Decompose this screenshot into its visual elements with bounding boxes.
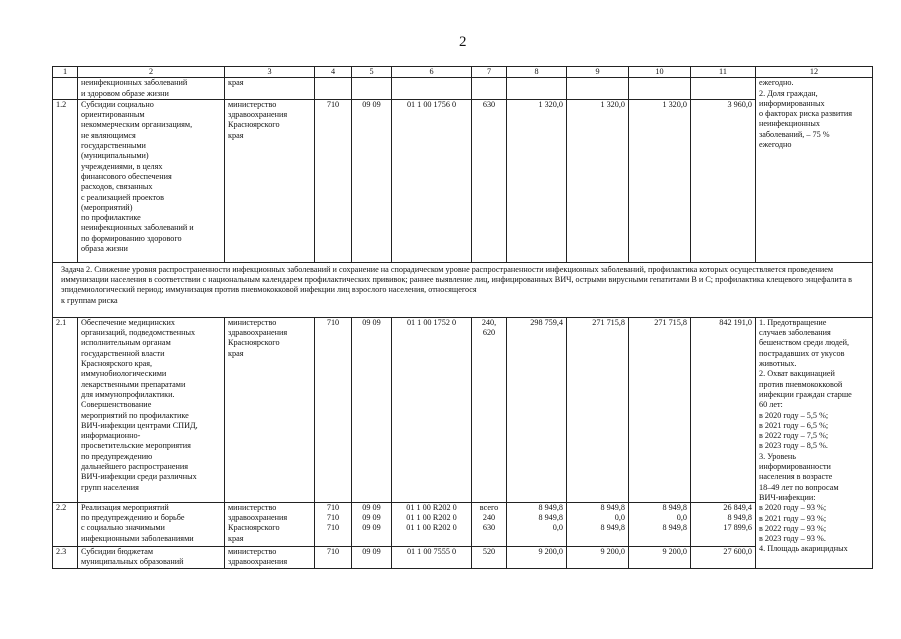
rzpr-code: 09 09 — [352, 317, 392, 502]
header-cell: 11 — [691, 67, 756, 78]
amount-2021: 271 715,8 — [567, 317, 629, 502]
table-row-2-2 — [53, 502, 873, 546]
grbs-code: 710 — [315, 546, 352, 568]
row-number: 2.1 — [53, 317, 78, 502]
amount-2020: 9 200,0 — [507, 546, 567, 568]
csr-code: 01 1 00 1752 0 — [392, 317, 472, 502]
header-cell: 4 — [315, 67, 352, 78]
grbs-code: 710 — [315, 99, 352, 262]
csr-code: 01 1 00 R202 0 01 1 00 R202 0 01 1 00 R202 0 — [392, 502, 472, 546]
amount-2022: 8 949,8 0,0 8 949,8 — [629, 502, 691, 546]
executor: министерство здравоохранения Красноярского края — [225, 502, 315, 546]
amount-2020: 8 949,8 8 949,8 0,0 — [507, 502, 567, 546]
measure-name: Субсидии бюджетам муниципальных образований — [78, 546, 225, 568]
amount-2020: 1 320,0 — [507, 99, 567, 262]
amount-2021: 8 949,8 0,0 8 949,8 — [567, 502, 629, 546]
measure-name: Субсидии социально ориентированным некоммерческим организациям, не являющимся государственными (муниципальными) учреждениями, в целях финансового обеспечения расходов, связанных с реализацией проектов (мероприятий) по профилактике неинфекционных заболеваний и по формированию здорового образа жизни — [78, 99, 225, 262]
header-cell: 7 — [472, 67, 507, 78]
amount-total: 26 849,4 8 949,8 17 899,6 — [691, 502, 756, 546]
vr-code: 240, 620 — [472, 317, 507, 502]
vr-code: 630 — [472, 99, 507, 262]
page-number: 2 — [459, 34, 467, 50]
task-2-text: Задача 2. Снижение уровня распространенности инфекционных заболеваний и сохранение на спорадическом уровне распространенности инфекционных заболеваний, профилактика которых осуществляется проведением иммунизации населения в соответствии с национальным календарем профилактических прививок; раннее выявление лиц, инфицированных ВИЧ, острыми вирусными гепатитами В и С; профилактика клещевого энцефалита в эпидемиологический период; иммунизация против пневмококковой инфекции лиц взрослого населения, относящегося к группам риска — [53, 262, 873, 317]
grbs-code: 710 710 710 — [315, 502, 352, 546]
csr-code: 01 1 00 1756 0 — [392, 99, 472, 262]
header-cell: 3 — [225, 67, 315, 78]
task-2-row — [53, 262, 873, 317]
rzpr-code: 09 09 — [352, 546, 392, 568]
row-number: 2.2 — [53, 502, 78, 546]
amount-2022: 9 200,0 — [629, 546, 691, 568]
row-number: 1.2 — [53, 99, 78, 262]
header-cell: 9 — [567, 67, 629, 78]
measure-name: Реализация мероприятий по предупреждению и борьбе с социально значимыми инфекционными заболеваниями — [78, 502, 225, 546]
executor: министерство здравоохранения Красноярского края — [225, 317, 315, 502]
table-row-2-1 — [53, 317, 873, 502]
amount-2021: 9 200,0 — [567, 546, 629, 568]
header-cell: 1 — [53, 67, 78, 78]
row-number: 2.3 — [53, 546, 78, 568]
header-cell: 12 — [756, 67, 873, 78]
header-row — [53, 67, 873, 78]
table-row-continuation — [53, 78, 873, 100]
amount-2022: 271 715,8 — [629, 317, 691, 502]
amount-total: 842 191,0 — [691, 317, 756, 502]
csr-code: 01 1 00 7555 0 — [392, 546, 472, 568]
executor: края — [225, 78, 315, 100]
header-cell: 8 — [507, 67, 567, 78]
header-cell: 6 — [392, 67, 472, 78]
program-table — [52, 66, 873, 569]
measure-name: Обеспечение медицинских организаций, подведомственных исполнительным органам государственной власти Красноярского края, иммунобиологическими лекарственными препаратами для иммунопрофилактики. Совершенствование мероприятий по профилактике ВИЧ-инфекции центрами СПИД, информационно- просветительские мероприятия по предупреждению дальнейшего распространения ВИЧ-инфекции среди различных групп населения — [78, 317, 225, 502]
amount-total: 27 600,0 — [691, 546, 756, 568]
table-row-2-3 — [53, 546, 873, 568]
executor: министерство здравоохранения — [225, 546, 315, 568]
expected-result: ежегодно. 2. Доля граждан, информированных о факторах риска развития неинфекционных заболеваний, – 75 % ежегодно — [756, 78, 873, 263]
rzpr-code: 09 09 — [352, 99, 392, 262]
table-row-1-2 — [53, 99, 873, 262]
rzpr-code: 09 09 09 09 09 09 — [352, 502, 392, 546]
amount-2022: 1 320,0 — [629, 99, 691, 262]
measure-name: неинфекционных заболеваний и здоровом образе жизни — [78, 78, 225, 100]
header-cell: 2 — [78, 67, 225, 78]
header-cell: 10 — [629, 67, 691, 78]
grbs-code: 710 — [315, 317, 352, 502]
executor: министерство здравоохранения Красноярского края — [225, 99, 315, 262]
amount-2020: 298 759,4 — [507, 317, 567, 502]
expected-result: 1. Предотвращение случаев заболевания бешенством среди людей, пострадавших от укусов животных. 2. Охват вакцинацией против пневмококковой инфекции граждан старше 60 лет: в 2020 году – 5,5 %; в 2021 году – 6,5 %; в 2022 году – 7,5 %; в 2023 году – 8,5 %. 3. Уровень информированности населения в возрасте 18–49 лет по вопросам ВИЧ-инфекции: в 2020 году – 93 %; в 2021 году – 93 %; в 2022 году – 93 %; в 2023 году – 93 %. 4. Площадь акарицидных — [756, 317, 873, 568]
amount-2021: 1 320,0 — [567, 99, 629, 262]
amount-total: 3 960,0 — [691, 99, 756, 262]
vr-code: 520 — [472, 546, 507, 568]
vr-code: всего 240 630 — [472, 502, 507, 546]
header-cell: 5 — [352, 67, 392, 78]
